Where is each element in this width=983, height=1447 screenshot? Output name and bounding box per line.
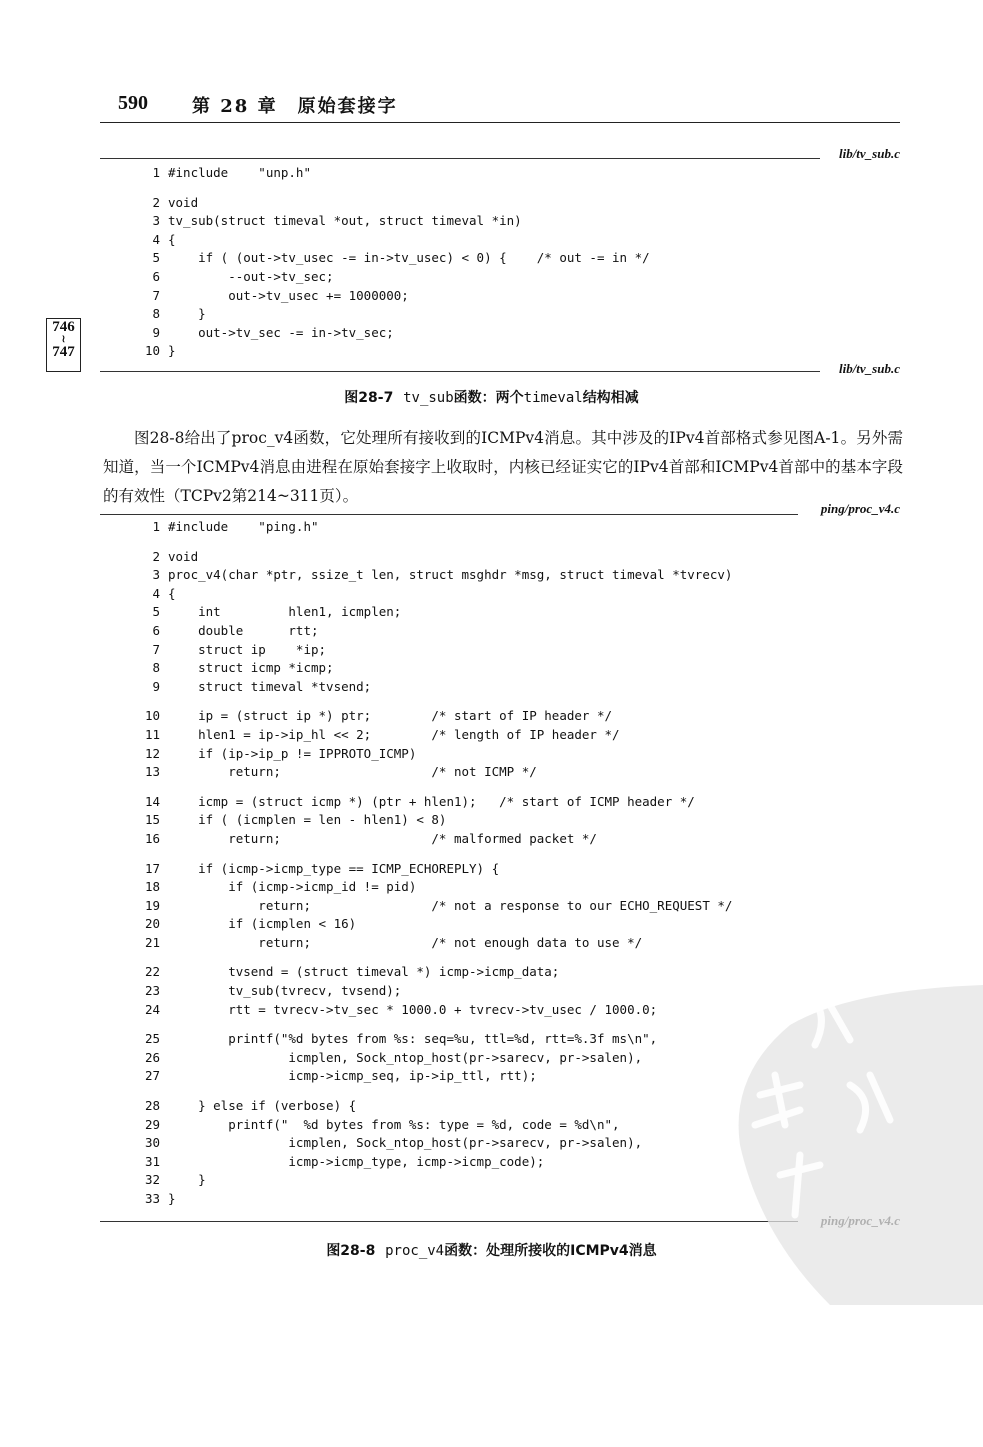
figure-28-8-bottom-rule [100, 1221, 798, 1222]
body-paragraph [103, 424, 903, 511]
chapter-title: 第 28 章 原始套接字 [192, 96, 398, 117]
seal-watermark [700, 985, 983, 1305]
margin-note-bottom: 747 [52, 344, 75, 360]
page-number: 590 [118, 92, 148, 114]
margin-note-top: 746 [52, 319, 75, 335]
figure-28-8-top-rule [100, 514, 798, 515]
figure-28-8-file-label-top: ping/proc_v4.c [820, 501, 900, 516]
page-header [100, 92, 900, 122]
book-page: 590 第 28 章 原始套接字 lib/tv_sub.c 1 #include "unp.h" 2 void 3 tv_sub(struct timeval *out, struct timeval *in) 4 { 5 if ( (out->tv_usec -= in->tv_usec) < 0) { /* out -= in */ 6 --out->tv_sec; 7 out->tv_usec += 1000000; 8 } 9 out->tv_sec -= in->tv_sec; 10 } 746 ≀ 747 lib/tv_sub.c 图28-7 tv_sub函数：两个timeval结构相减 图28-8给出了proc_v4函数，它处理所有接收到的ICMPv4消息。其中涉及的IPv4首部格式参见图A-1。另外需知道，当一个ICMPv4消息由进程在原始套接字上收取时，内核已经证实它的IPv4首部和ICMPv4首部中的基本字段的有效性（TCPv2第214~311页）。 ping/proc_v4.c 1 #include "ping.h" 2 void 3 proc_v4(char *ptr, ssize_t len, struct msghdr *msg, struct timeval *tvrecv) 4 { 5 int hlen1, icmplen; 6 double rtt; 7 struct ip *ip; 8 struct icmp *icmp; 9 struct timeval *tvsend; 10 ip = (struct ip *) ptr; /* start of IP header */ 11 hlen1 = ip->ip_hl << 2; /* length of IP header */ 12 if (ip->ip_p != IPPROTO_ICMP) 13 return; /* not ICMP */ 14 icmp = (struct icmp *) (ptr + hlen1); /* start of ICMP header */ 15 if ( (icmplen = len - hlen1) < 8) 16 return; /* malformed packet */ 17 if (icmp->icmp_type == ICMP_ECHOREPLY) { 18 if (icmp->icmp_id != pid) 19 return; /* not a response to our ECHO_REQUEST */ 20 if (icmplen < 16) 21 return; /* not enough data to use */ 22 tvsend = (struct timeval *) icmp->icmp_data; 23 tv_sub(tvrecv, tvsend); 24 rtt = tvrecv->tv_sec * 1000.0 + tvrecv->tv_usec / 1000.0; 25 printf("%d bytes from %s: seq=%u, ttl=%d, rtt=%.3f ms\n", 26 icmplen, Sock_ntop_host(pr->sarecv, pr->salen), 27 icmp->icmp_seq, ip->ip_ttl, rtt); 28 } else if (verbose) { 29 printf(" %d bytes from %s: type = %d, code = %d\n", 30 icmplen, Sock_ntop_host(pr->sarecv, pr->salen), 31 icmp->icmp_type, icmp->icmp_code); 32 } 33 } 图28-8 proc_v4函数：处理所接收的ICMPv4消息 [0, 0, 983, 1447]
cross-reference-page-margin-note [46, 318, 81, 372]
watermark-shape [739, 985, 983, 1305]
figure-28-7-bottom-rule [100, 371, 820, 372]
paragraph-text: 图28-8给出了proc_v4函数，它处理所有接收到的ICMPv4消息。其中涉及的IPv4首部格式参见图A-1。另外需知道，当一个ICMPv4消息由进程在原始套接字上收取时，内核已经证实它的IPv4首部和ICMPv4首部中的基本字段的有效性（TCPv2第214~311页）。 [103, 429, 903, 505]
figure-28-7-caption: 图28-7 tv_sub函数：两个timeval结构相减 [344, 390, 639, 406]
margin-note-tilde: ≀ [61, 334, 66, 345]
figure-28-7-file-label-bottom: lib/tv_sub.c [838, 361, 900, 376]
figure-28-7-top-rule [100, 158, 820, 159]
figure-28-7-file-label-top: lib/tv_sub.c [838, 146, 900, 161]
figure-28-8-caption: 图28-8 proc_v4函数：处理所接收的ICMPv4消息 [326, 1243, 657, 1259]
header-rule [100, 122, 900, 123]
